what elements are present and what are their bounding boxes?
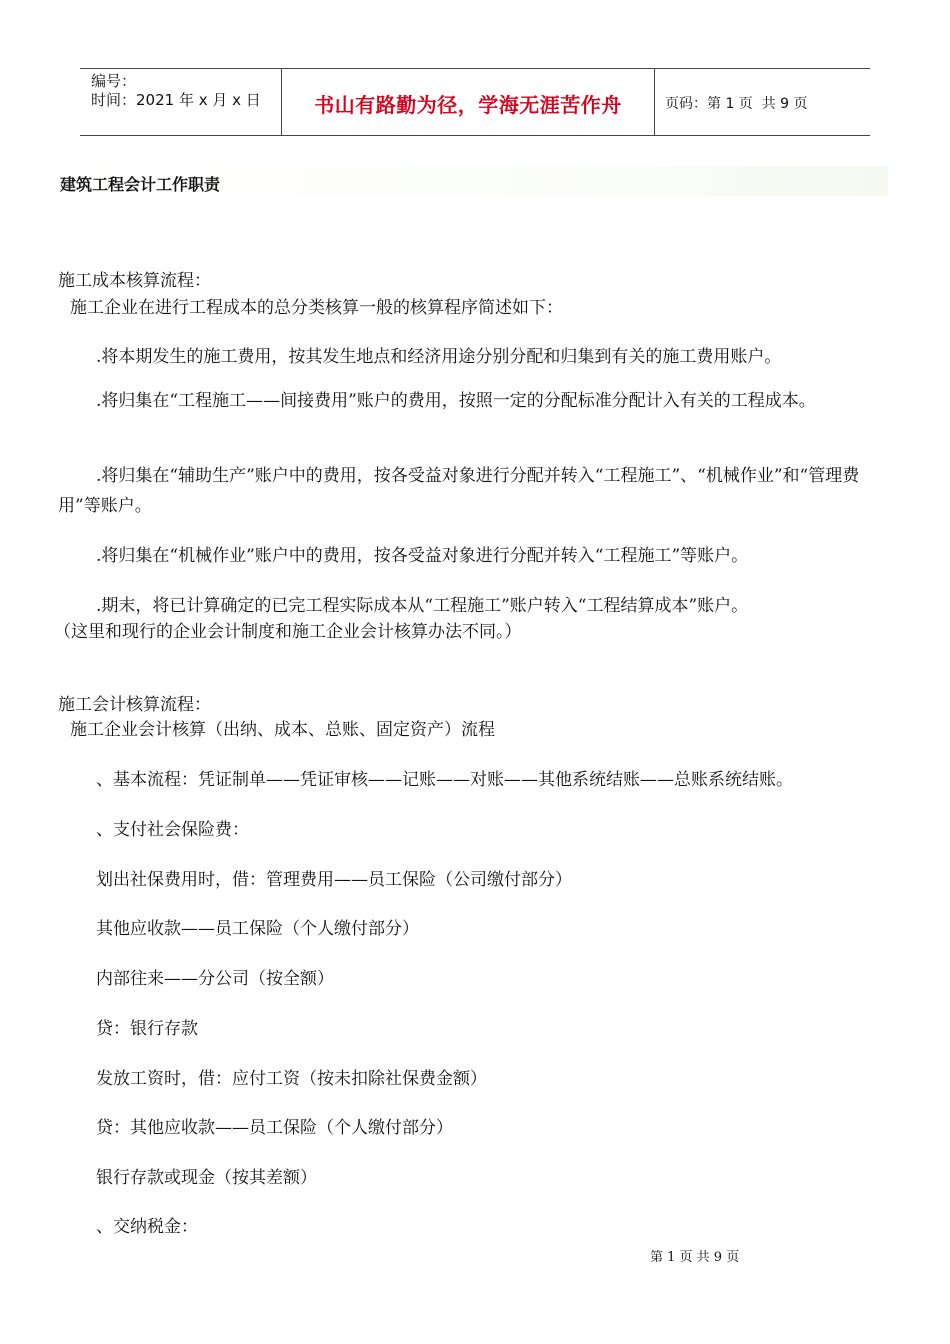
motto-text: 书山有路勤为径，学海无涯苦作舟 xyxy=(314,93,622,117)
section2-line-10: 、交纳税金： xyxy=(96,1217,198,1237)
section2-heading: 施工会计核算流程： xyxy=(58,695,211,715)
section2-line-1: 、基本流程：凭证制单——凭证审核——记账——对账——其他系统结账——总账系统结账。 xyxy=(96,770,793,790)
section1-item-5: .期末，将已计算确定的已完工程实际成本从“工程施工”账户转入“工程结算成本”账户。 xyxy=(96,596,749,616)
header-table xyxy=(80,68,870,136)
header-meta-cell xyxy=(80,69,282,135)
section2-line-5: 内部往来——分公司（按全额） xyxy=(96,969,334,989)
section2-line-9: 银行存款或现金（按其差额） xyxy=(96,1168,317,1188)
section2-line-2: 、支付社会保险费： xyxy=(96,820,249,840)
section1-intro: 施工企业在进行工程成本的总分类核算一般的核算程序简述如下： xyxy=(70,298,563,318)
date-label: 时间：2021 年 x 月 x 日 xyxy=(91,91,261,109)
section1-item-1: .将本期发生的施工费用，按其发生地点和经济用途分别分配和归集到有关的施工费用账户。 xyxy=(96,347,782,367)
section1-item-3: .将归集在“辅助生产”账户中的费用，按各受益对象进行分配并转入“工程施工”、“机械作业”和“管理费用”等账户。 xyxy=(58,466,860,516)
section2-line-4: 其他应收款——员工保险（个人缴付部分） xyxy=(96,919,419,939)
page-info: 页码：第 1 页 共 9 页 xyxy=(665,95,808,112)
section2-line-8: 贷：其他应收款——员工保险（个人缴付部分） xyxy=(96,1118,453,1138)
page-footer: 第 1 页 共 9 页 xyxy=(650,1250,740,1265)
section2-line-6: 贷：银行存款 xyxy=(96,1019,198,1039)
section2-line-3: 划出社保费用时，借：管理费用——员工保险（公司缴付部分） xyxy=(96,870,572,890)
section2-intro: 施工企业会计核算（出纳、成本、总账、固定资产）流程 xyxy=(70,720,495,740)
serial-number-label: 编号： xyxy=(91,72,137,90)
section1-item-4: .将归集在“机械作业”账户中的费用，按各受益对象进行分配并转入“工程施工”等账户。 xyxy=(96,546,749,566)
document-title: 建筑工程会计工作职责 xyxy=(60,175,221,194)
section2-line-7: 发放工资时，借：应付工资（按未扣除社保费金额） xyxy=(96,1069,487,1089)
header-motto-cell xyxy=(282,69,655,135)
section1-heading: 施工成本核算流程： xyxy=(58,271,211,291)
header-page-cell xyxy=(655,69,870,135)
section1-item-2: .将归集在“工程施工——间接费用”账户的费用，按照一定的分配标准分配计入有关的工程成本。 xyxy=(96,391,816,411)
section1-note: （这里和现行的企业会计制度和施工企业会计核算办法不同。） xyxy=(54,622,522,642)
